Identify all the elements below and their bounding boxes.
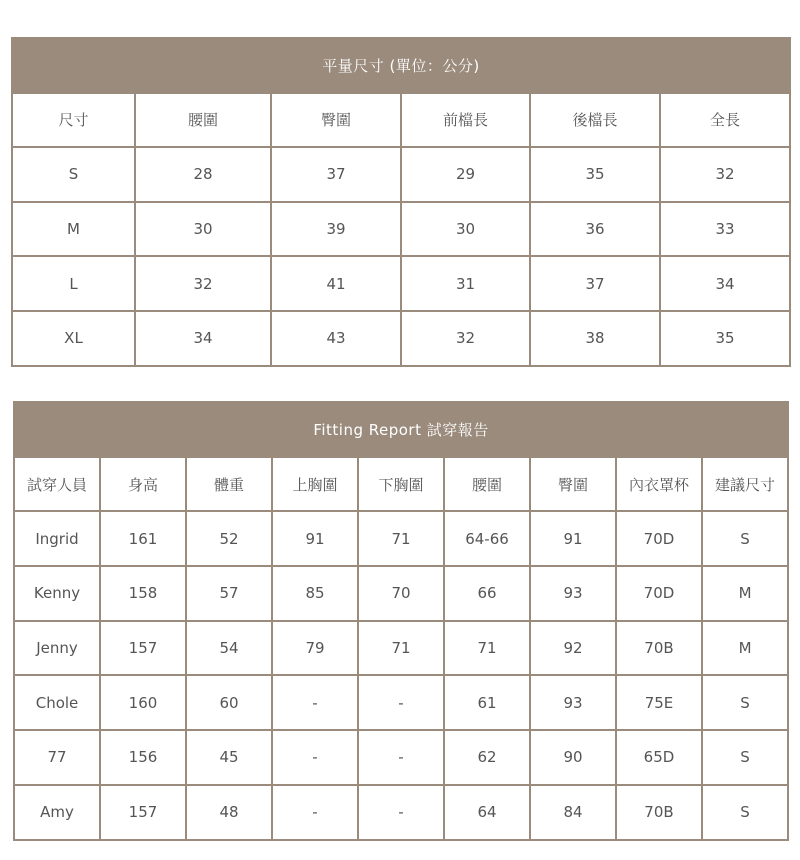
size-chart-table-cell: 31 [401, 256, 530, 311]
fitting-report-table-cell: 61 [444, 675, 530, 730]
size-chart-header-row [12, 93, 790, 148]
size-chart-column-header: 前檔長 [401, 93, 530, 148]
fitting-report-table-cell: 93 [530, 566, 616, 621]
size-chart-table-cell: 28 [135, 147, 271, 202]
size-chart-table [11, 37, 791, 367]
fitting-report-table-cell: 156 [100, 730, 186, 785]
size-chart-column-header: 全長 [660, 93, 790, 148]
fitting-report-title: Fitting Report 試穿報告 [14, 402, 788, 457]
fitting-report-body [14, 402, 788, 840]
size-chart-column-header: 尺寸 [12, 93, 135, 148]
size-chart-table-cell: 30 [135, 202, 271, 257]
fitting-report-column-header: 建議尺寸 [702, 457, 788, 512]
fitting-report-table-cell: 71 [358, 511, 444, 566]
fitting-report-table-cell: 91 [272, 511, 358, 566]
size-chart-table-row [12, 311, 790, 366]
fitting-report-header-row [14, 457, 788, 512]
fitting-report-title-row [14, 402, 788, 457]
fitting-report-table-cell: S [702, 511, 788, 566]
fitting-report-table-cell: 52 [186, 511, 272, 566]
fitting-report-table-cell: 79 [272, 621, 358, 676]
fitting-report-table-cell: 84 [530, 785, 616, 840]
fitting-report-table-cell: 48 [186, 785, 272, 840]
fitting-report-table-cell: 71 [358, 621, 444, 676]
fitting-report-table-cell: 70D [616, 511, 702, 566]
size-chart-table-cell: L [12, 256, 135, 311]
fitting-report-table-cell: 60 [186, 675, 272, 730]
size-chart-table-cell: 34 [660, 256, 790, 311]
fitting-report-table-cell: 70 [358, 566, 444, 621]
fitting-report-table-cell: 92 [530, 621, 616, 676]
fitting-report-table-row [14, 566, 788, 621]
fitting-report-table-cell: 70B [616, 785, 702, 840]
fitting-report-table-cell: 77 [14, 730, 100, 785]
size-chart-title-row [12, 38, 790, 93]
size-chart-table-cell: S [12, 147, 135, 202]
size-chart-column-header: 後檔長 [530, 93, 660, 148]
size-chart-table-cell: 37 [271, 147, 401, 202]
fitting-report-table-cell: 93 [530, 675, 616, 730]
fitting-report-table-cell: - [272, 730, 358, 785]
fitting-report-table-cell: 65D [616, 730, 702, 785]
size-chart-table-cell: 32 [135, 256, 271, 311]
size-chart-table-cell: 29 [401, 147, 530, 202]
fitting-report-column-header: 腰圍 [444, 457, 530, 512]
fitting-report-table-cell: - [272, 675, 358, 730]
fitting-report-column-header: 下胸圍 [358, 457, 444, 512]
fitting-report-table-cell: 91 [530, 511, 616, 566]
fitting-report-column-header: 內衣罩杯 [616, 457, 702, 512]
fitting-report-table-row [14, 785, 788, 840]
fitting-report-table-cell: S [702, 785, 788, 840]
fitting-report-table-cell: S [702, 675, 788, 730]
fitting-report-table-cell: 157 [100, 785, 186, 840]
fitting-report-table-cell: 70D [616, 566, 702, 621]
fitting-report-table-row [14, 675, 788, 730]
fitting-report-table-cell: 70B [616, 621, 702, 676]
fitting-report-table-cell: Chole [14, 675, 100, 730]
fitting-report-table [13, 401, 789, 841]
fitting-report-table-cell: - [358, 730, 444, 785]
fitting-report-table-cell: Kenny [14, 566, 100, 621]
size-chart-table-cell: 33 [660, 202, 790, 257]
size-chart-table-cell: 39 [271, 202, 401, 257]
fitting-report-table-cell: S [702, 730, 788, 785]
size-chart-table-cell: 36 [530, 202, 660, 257]
fitting-report-table-cell: - [358, 675, 444, 730]
size-chart-table-cell: 37 [530, 256, 660, 311]
size-chart-table-cell: M [12, 202, 135, 257]
size-chart-table-cell: 35 [530, 147, 660, 202]
size-chart-table-cell: 43 [271, 311, 401, 366]
fitting-report-table-cell: 85 [272, 566, 358, 621]
fitting-report-table-cell: Amy [14, 785, 100, 840]
fitting-report-column-header: 上胸圍 [272, 457, 358, 512]
fitting-report-table-row [14, 511, 788, 566]
fitting-report-table-cell: 157 [100, 621, 186, 676]
fitting-report-table-cell: 54 [186, 621, 272, 676]
fitting-report-table-cell: - [272, 785, 358, 840]
fitting-report-table-cell: 71 [444, 621, 530, 676]
size-chart-body [12, 38, 790, 366]
fitting-report-table-cell: M [702, 566, 788, 621]
size-chart-table-cell: 34 [135, 311, 271, 366]
size-chart-table-cell: 30 [401, 202, 530, 257]
fitting-report-column-header: 身高 [100, 457, 186, 512]
size-chart-table-cell: 41 [271, 256, 401, 311]
fitting-report-table-cell: M [702, 621, 788, 676]
fitting-report-table-cell: - [358, 785, 444, 840]
fitting-report-table-row [14, 621, 788, 676]
size-chart-table-row [12, 256, 790, 311]
fitting-report-table-row [14, 730, 788, 785]
fitting-report-table-cell: 64-66 [444, 511, 530, 566]
fitting-report-column-header: 體重 [186, 457, 272, 512]
size-chart-table-row [12, 202, 790, 257]
fitting-report-table-cell: 161 [100, 511, 186, 566]
size-chart-column-header: 腰圍 [135, 93, 271, 148]
fitting-report-table-cell: 62 [444, 730, 530, 785]
fitting-report-table-cell: 75E [616, 675, 702, 730]
size-chart-table-cell: XL [12, 311, 135, 366]
size-chart-title: 平量尺寸 (單位：公分) [12, 38, 790, 93]
fitting-report-table-cell: 90 [530, 730, 616, 785]
size-chart-column-header: 臀圍 [271, 93, 401, 148]
fitting-report-table-cell: 57 [186, 566, 272, 621]
size-chart-table-row [12, 147, 790, 202]
fitting-report-table-cell: 45 [186, 730, 272, 785]
size-chart-table-cell: 35 [660, 311, 790, 366]
fitting-report-table-cell: 158 [100, 566, 186, 621]
fitting-report-table-cell: 160 [100, 675, 186, 730]
fitting-report-column-header: 臀圍 [530, 457, 616, 512]
fitting-report-table-cell: Jenny [14, 621, 100, 676]
fitting-report-table-cell: 66 [444, 566, 530, 621]
fitting-report-table-cell: 64 [444, 785, 530, 840]
size-chart-table-cell: 32 [660, 147, 790, 202]
size-chart-table-cell: 32 [401, 311, 530, 366]
size-chart-table-cell: 38 [530, 311, 660, 366]
fitting-report-column-header: 試穿人員 [14, 457, 100, 512]
fitting-report-table-cell: Ingrid [14, 511, 100, 566]
